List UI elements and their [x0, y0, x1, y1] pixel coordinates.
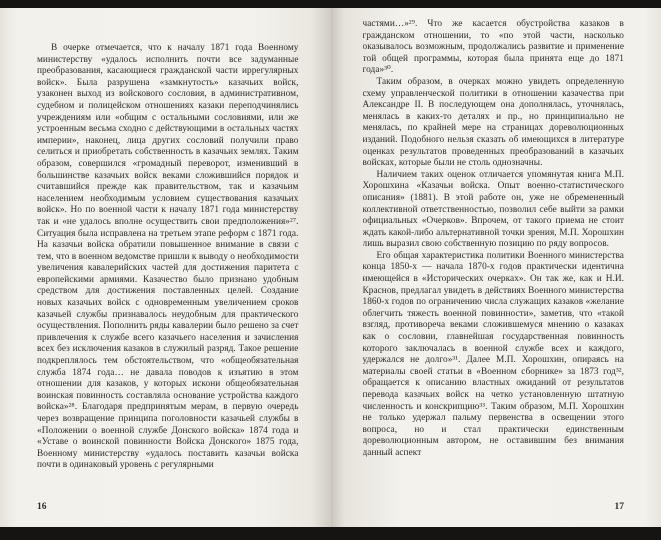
right-page-paragraph: Его общая характеристика политики Военного министерства конца 1850-х — начала 1870-х годов практически идентична имеющейся в «Исторических очерках». Он так же, как и Н.И. Краснов, предлагал увидеть в действиях Военного министерства 1860-х годов по ограничению числа служащих казаков «желание облегчить тяжесть военной повинности», заметив, что «такой взгляд, противореча веками сложившемуся мнению о казаках как о сословии, главнейшая государственная повинность которого заключалась в военной службе всех и каждого, удержался не долго»³¹. Далее М.П. Хорошхин, опираясь на материалы своей статьи в «Военном сборнике» за 1873 год³², обращается к описанию властных ожиданий от результатов перевода казачьих войск на четко установленную штатную численность и конскрипцию³³. Таким образом, М.П. Хорошхин не только удержал пальму первенства в освещении этого вопроса, но и стал практически единственным дореволюционным автором, не оставившим без внимания данный аспект [362, 250, 624, 458]
right-page-number: 17 [614, 502, 624, 512]
left-page-number: 16 [37, 502, 47, 512]
book-spread [0, 8, 661, 527]
right-page-paragraph: Наличием таких оценок отличается упомянутая книга М.П. Хорошхина «Казачьи войска. Опыт военно-статистического описания» (1881). В этой работе он, уже не обремененный коллективной ответственностью, позволил себе выйти за рамки официальных «Очерков». Впрочем, от такого приема не стоит ждать какой-либо альтернативной точки зрения, М.П. Хорошхин лишь выразил свою собственную позицию по ряду вопросов. [362, 169, 624, 250]
right-page-text [363, 19, 625, 505]
right-page [331, 8, 661, 527]
left-page-paragraph: В очерке отмечается, что к началу 1871 года Военному министерству «удалось исполнить почти все задуманные преобразования, касающиеся гражданской части иррегулярных войск». Была разрушена «замкнутость» казачьих войск, узаконен выход из войскового сословия, в административном, судебном и полицейском отношениях казаки переподчинялись учреждениям или «общим с остальными сословиями, или же устроенным весьма сходно с действующими в остальных частях империи», наконец, лица других сословий получили право селиться и приобретать собственность в казачьих землях. Таким образом, совершился «громадный переворот, изменивший в большинстве казачьих войск веками сложившийся порядок и считавшийся прежде как правительством, так и казачьим населением необходимым условием существования казачьих войск». Но по военной части к началу 1871 года министерству так и «не удалось вполне осуществить свои предположения»²⁷. Ситуация была исправлена на третьем этапе реформ с 1871 года. На казачьи войска обратили повышенное внимание в связи с тем, что в военном ведомстве пришли к выводу о необходимости увеличения кавалерийских частей для достижения паритета с европейскими армиями. Казачество было признано удобным средством для достижения поставленных целей. Создание новых казачьих войск с одновременным увеличением сроков казачьей службы признавалось неудобным для практического осуществления. Пополнить ряды кавалерии было решено за счет привлечения к службе всего казачьего населения и зачисления всех без исключения казаков в служилый разряд. Такое решение подкреплялось тем обстоятельством, что «общеобязательная служба 1874 года… не давала поводов к изъятию в этом отношении для казаков, у которых искони общеобязательная воинская повинность составляла основание устройства каждого войска»²⁸. Благодаря предпринятым мерам, в первую очередь через возвращение принципа поголовности казачьей службы в «Положении о военной службе Донского войска» 1874 года и «Уставе о воинской повинности Войска Донского» 1875 года, Военному министерству «удалось поставить казачьи войска почти в одинаковый уровень с регулярными [37, 43, 299, 471]
right-page-paragraph: Таким образом, в очерках можно увидеть определенную схему управленческой политики в отношении казачества при Александре II. В последующем она дополнялась, уточнялась, менялась в каких-то деталях и пр., но принципиально не менялась, по крайней мере на страницах дореволюционных изданий. Подобного нельзя сказать об имеющихся в литературе оценках результатов проведенных преобразований в казачьих войсках, которые были не столь однозначны. [362, 76, 624, 169]
left-page [0, 8, 331, 527]
left-page-text [37, 43, 299, 499]
right-page-paragraph-continuation: частями…»²⁹. Что же касается обустройства казаков в гражданском отношении, то «по этой части, насколько оказывалось возможным, продолжались развитие и применение той общей программы, которая была принята еще до 1871 года»³⁰. [362, 19, 624, 76]
